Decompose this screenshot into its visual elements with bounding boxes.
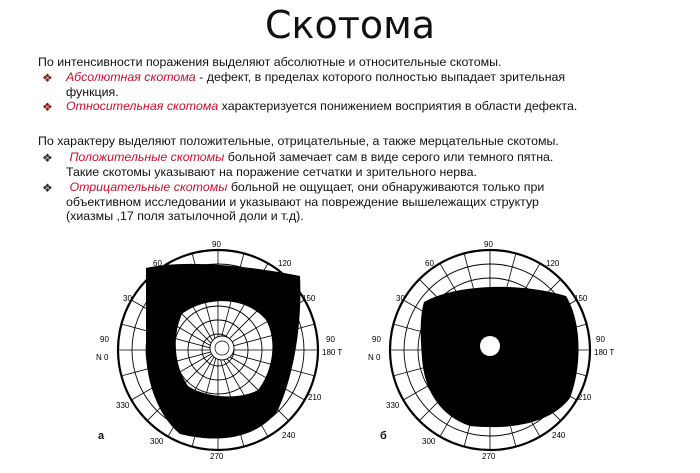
angle-label-300: 300 <box>422 437 436 446</box>
axis-label-270: 270 <box>210 452 224 461</box>
axis-label-180t: 180 T <box>594 348 615 357</box>
angle-label-60: 60 <box>425 259 434 268</box>
axis-label-90-left: 90 <box>100 335 109 344</box>
bullet-icon: ❖ <box>42 100 53 114</box>
angle-label-60: 60 <box>153 259 162 268</box>
axis-label-n0: N 0 <box>368 353 381 362</box>
axis-label-180t: 180 T <box>322 348 343 357</box>
axis-label-90-top: 90 <box>484 240 493 249</box>
intro-intensity: По интенсивности поражения выделяют абсолютные и относительные скотомы. <box>38 55 502 69</box>
list-item-absolute <box>66 70 686 99</box>
axis-label-90-top: 90 <box>212 240 221 249</box>
term-absolute: Абсолютная скотома <box>66 70 196 84</box>
term-positive: Положительные скотомы <box>69 150 225 164</box>
perimetry-chart-b <box>360 238 650 468</box>
axis-label-90-left: 90 <box>372 335 381 344</box>
scotoma-blob-b <box>421 287 579 427</box>
angle-label-210: 210 <box>578 393 592 402</box>
diagram-label-a: а <box>98 430 105 442</box>
visual-field-diagram-a <box>70 238 360 473</box>
visual-field-diagram-b <box>360 238 650 473</box>
angle-label-240: 240 <box>282 431 296 440</box>
axis-label-90-right: 90 <box>326 335 335 344</box>
axis-label-90-right: 90 <box>596 335 605 344</box>
item-text: функция. <box>66 84 119 99</box>
item-text: объективном исследовании и указывают на повреждение вышележащих структур <box>66 194 539 209</box>
angle-label-120: 120 <box>278 259 292 268</box>
bullet-icon: ❖ <box>42 71 53 85</box>
bullet-icon: ❖ <box>42 181 53 195</box>
item-text: - дефект, в пределах которого полностью выпадает зрительная <box>195 70 566 84</box>
intro-character: По характеру выделяют положительные, отрицательные, а также мерцательные скотомы. <box>38 134 559 148</box>
bullet-icon: ❖ <box>42 151 53 165</box>
term-negative: Отрицательные скотомы <box>69 180 228 194</box>
item-text: Такие скотомы указывают на поражение сетчатки и зрительного нерва. <box>66 164 477 179</box>
angle-label-150: 150 <box>574 294 588 303</box>
angle-label-150: 150 <box>302 294 316 303</box>
angle-label-120: 120 <box>546 259 560 268</box>
item-text: (хиазмы ,17 поля затылочной доли и т.д). <box>66 209 304 223</box>
angle-label-330: 330 <box>116 401 130 410</box>
perimetry-chart-a <box>70 238 360 468</box>
item-text: характеризуется понижением восприятия в области дефекта. <box>218 99 578 113</box>
angle-label-30: 30 <box>396 294 405 303</box>
item-text: больной не ощущает, они обнаруживаются только при <box>227 180 545 194</box>
angle-label-30: 30 <box>123 294 132 303</box>
angle-label-240: 240 <box>552 431 566 440</box>
axis-label-n0: N 0 <box>96 353 109 362</box>
diagram-label-b: б <box>380 430 387 442</box>
angle-label-330: 330 <box>386 401 400 410</box>
page-title: Скотома <box>264 3 436 47</box>
list-item-relative <box>66 99 686 114</box>
list-item-positive <box>66 150 686 179</box>
item-text: больной замечает сам в виде серого или темного пятна. <box>224 150 554 164</box>
list-item-negative <box>66 180 686 224</box>
term-relative: Относительная скотома <box>66 99 219 113</box>
angle-label-210: 210 <box>308 393 322 402</box>
angle-label-300: 300 <box>150 437 164 446</box>
axis-label-270: 270 <box>482 452 496 461</box>
